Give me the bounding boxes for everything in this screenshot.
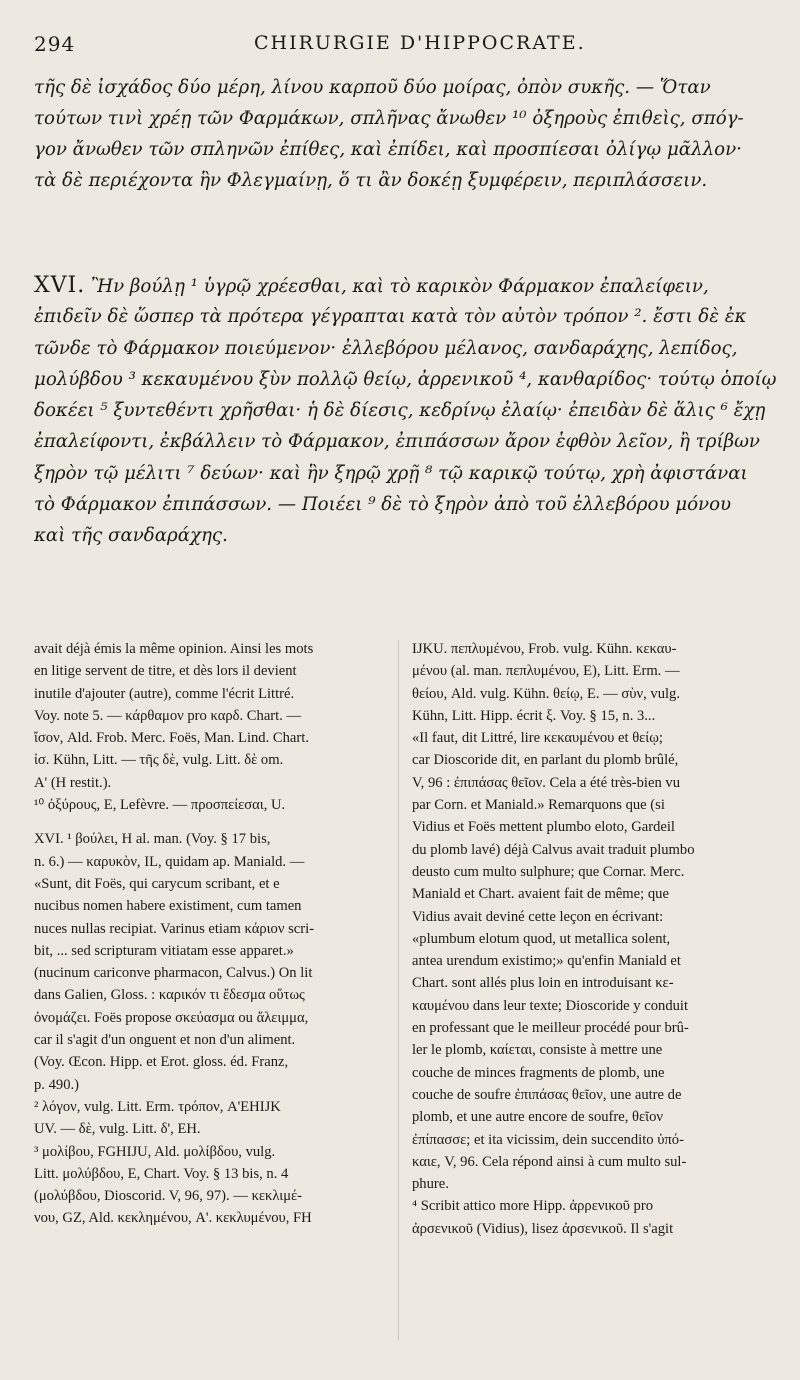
footnote-line: V, 96 : ἐπιπάσας θεῖον. Cela a été très-bien vu: [412, 774, 680, 791]
footnote-line: Kühn, Litt. Hipp. écrit ξ. Voy. § 15, n. 3...: [412, 707, 656, 724]
footnote-line: [34, 816, 386, 828]
footnote-line: p. 490.): [34, 1076, 79, 1093]
footnote-line: ὀνομάζει. Foës propose σκεύασμα ou ἄλειμμα,: [34, 1009, 309, 1026]
footnote-line: ler le plomb, καίεται, consiste à mettre une: [412, 1042, 663, 1059]
footnote-line: en litige servent de titre, et dès lors il devient: [34, 663, 297, 680]
footnote-line: en professant que le meilleur procédé pour brû-: [412, 1020, 689, 1037]
footnote-line: plomb, et une autre encore de soufre, θεῖον: [412, 1109, 663, 1126]
section-number: XVI.: [34, 273, 86, 298]
footnote-line: car il s'agit d'un onguent et non d'un aliment.: [34, 1032, 296, 1049]
footnote-line: Vidius avait deviné cette leçon en écrivant:: [412, 908, 664, 925]
footnote-line: nucibus nomen habere existiment, cum tamen: [34, 898, 302, 915]
footnote-line: inutile d'ajouter (autre), comme l'écrit Littré.: [34, 685, 295, 702]
column-divider: [398, 640, 399, 1340]
footnote-line: θείου, Ald. vulg. Kühn. θείῳ, E. — σὺν, vulg.: [412, 685, 681, 702]
text-line: τὰ δὲ περιέχοντα ἣν Φλεγμαίνῃ, ὅ τι ἂν δοκέῃ ξυμφέρειν, περιπλάσσειν.: [34, 170, 708, 191]
footnote-line: du plomb lavé) déjà Calvus avait traduit plumbo: [412, 841, 695, 858]
text-line: ἐπαλείφοντι, ἐκβάλλειν τὸ Φάρμακον, ἐπιπάσσων ἄρον ἑφθὸν λεῖον, ἢ τρίβων: [34, 431, 760, 453]
greek-text-continuation: [34, 72, 770, 196]
footnote-line: καιε, V, 96. Cela répond ainsi à cum multo sul-: [412, 1153, 687, 1170]
footnote-line: antea urendum existimo;» qu'enfin Maniald et: [412, 953, 681, 970]
text-line: τῆς δὲ ἰσχάδος δύο μέρη, λίνου καρποῦ δύο μοίρας, ὀπὸν συκῆς. — Ὅταν: [34, 77, 711, 98]
footnote-line: XVI. ¹ βούλει, H al. man. (Voy. § 17 bis,: [34, 831, 271, 848]
footnote-line: καυμένου dans leur texte; Dioscoride y conduit: [412, 997, 689, 1014]
footnote-line: UV. — δὲ, vulg. Litt. δ', EH.: [34, 1121, 201, 1138]
footnote-line: dans Galien, Gloss. : καρικόν τι ἔδεσμα οὕτως: [34, 987, 305, 1004]
footnote-line: (nucinum cariconve pharmacon, Calvus.) On lit: [34, 965, 313, 982]
footnote-line: ¹⁰ ὀξύρους, E, Lefèvre. — προσπείεσαι, U.: [34, 797, 286, 814]
footnote-line: ἐπίπασσε; et ita vicissim, dein succendito ὑπό-: [412, 1131, 684, 1148]
footnote-line: «Il faut, dit Littré, lire κεκαυμένου et θείῳ;: [412, 730, 663, 747]
footnotes-right-column: [412, 638, 782, 1240]
running-header: [34, 30, 766, 60]
footnote-line: ἴσον, Ald. Frob. Merc. Foës, Man. Lind. Chart.: [34, 730, 309, 747]
footnote-line: Maniald et Chart. avaient fait de même; que: [412, 886, 669, 903]
text-line: τὸ Φάρμακον ἐπιπάσσων. — Ποιέει ⁹ δὲ τὸ ξηρὸν ἀπὸ τοῦ ἐλλεβόρου μόνου: [34, 494, 732, 516]
text-line: ξηρὸν τῷ μέλιτι ⁷ δεύων· καὶ ἣν ξηρῷ χρῇ ⁸ τῷ καρικῷ τούτῳ, χρὴ ἀφιστάναι: [34, 462, 748, 484]
text-line: ἐπιδεῖν δὲ ὥσπερ τὰ πρότερα γέγραπται κατὰ τὸν αὐτὸν τρόπον ². ἔστι δὲ ἐκ: [34, 306, 747, 328]
footnote-line: car Dioscoride dit, en parlant du plomb brûlé,: [412, 752, 679, 769]
text-line: τῶνδε τὸ Φάρμακον ποιεύμενον· ἐλλεβόρου μέλανος, σανδαράχης, λεπίδος,: [34, 337, 738, 359]
footnote-line: deusto cum multo sulphure; que Cornar. Merc.: [412, 863, 685, 880]
text-line: γον ἄνωθεν τῶν σπληνῶν ἐπίθες, καὶ ἐπίδει, καὶ προσπίεσαι ὀλίγῳ μᾶλλον·: [34, 139, 742, 160]
footnote-line: nuces nullas recipiat. Varinus etiam κάριον scri-: [34, 920, 315, 937]
section-first-line: [34, 270, 770, 301]
footnote-line: avait déjà émis la même opinion. Ainsi les mots: [34, 641, 314, 657]
running-title: CHIRURGIE D'HIPPOCRATE.: [254, 32, 586, 54]
footnote-line: par Corn. et Maniald.» Remarquons que (si: [412, 797, 665, 814]
footnote-line: νου, GZ, Ald. κεκλημένου, A'. κεκλυμένου, FH: [34, 1210, 312, 1227]
footnote-line: (μολύβδου, Dioscorid. V, 96, 97). — κεκλιμέ-: [34, 1188, 303, 1205]
footnotes-left-column: [34, 638, 386, 1230]
footnote-line: ² λόγον, vulg. Litt. Erm. τρόπον, A'EHIJK: [34, 1098, 281, 1115]
footnote-line: bit, ... sed scripturam vitiatam esse apparet.»: [34, 942, 294, 959]
footnote-line: «plumbum elotum quod, ut metallica solent,: [412, 930, 671, 947]
text-line: μολύβδου ³ κεκαυμένου ξὺν πολλῷ θείῳ, ἀρρενικοῦ ⁴, κανθαρίδος· τούτῳ ὁποίῳ: [34, 368, 777, 390]
footnote-line: n. 6.) — καρυκὸν, IL, quidam ap. Maniald. —: [34, 853, 305, 870]
footnote-line: IJKU. πεπλυμένου, Frob. vulg. Kühn. κεκαυ-: [412, 641, 677, 657]
footnote-line: A' (H restit.).: [34, 774, 112, 791]
page-number: 294: [34, 32, 76, 56]
footnote-line: (Voy. Œcon. Hipp. et Erot. gloss. éd. Franz,: [34, 1054, 289, 1071]
footnote-line: ³ μολίβου, FGHIJU, Ald. μολίβδου, vulg.: [34, 1143, 276, 1160]
footnote-line: ἀρσενικοῦ (Vidius), lisez ἀρσενικοῦ. Il s'agit: [412, 1220, 674, 1237]
footnote-line: Chart. sont allés plus loin en introduisant κε-: [412, 975, 674, 992]
footnote-line: phure.: [412, 1176, 449, 1193]
text-line: δοκέει ⁵ ξυντεθέντι χρῆσθαι· ἡ δὲ δίεσις, κεδρίνῳ ἐλαίῳ· ἐπειδὰν δὲ ἅλις ⁶ ἔχῃ: [34, 400, 766, 422]
section-xvi: [34, 270, 777, 552]
text-line: Ἢν βούλῃ ¹ ὑγρῷ χρέεσθαι, καὶ τὸ καρικὸν Φάρμακον ἐπαλείφειν,: [91, 276, 709, 297]
footnote-line: Voy. note 5. — κάρθαμον pro καρδ. Chart. —: [34, 707, 302, 724]
footnote-line: μένου (al. man. πεπλυμένου, E), Litt. Erm. —: [412, 663, 680, 680]
footnote-line: Vidius et Foës mettent plumbo eloto, Gardeil: [412, 819, 675, 836]
footnote-line: couche de minces fragments de plomb, une: [412, 1064, 665, 1081]
footnote-line: «Sunt, dit Foës, qui carycum scribant, et e: [34, 875, 280, 892]
footnote-line: ἰσ. Kühn, Litt. — τῆς δὲ, vulg. Litt. δὲ om.: [34, 752, 284, 769]
text-line: τούτων τινὶ χρέῃ τῶν Φαρμάκων, σπλῆνας ἄνωθεν ¹⁰ ὀξηροὺς ἐπιθεὶς, σπόγ-: [34, 108, 744, 129]
footnote-line: couche de soufre ἐπιπάσας θεῖον, une autre de: [412, 1086, 682, 1103]
footnote-line: Litt. μολύβδου, E, Chart. Voy. § 13 bis, n. 4: [34, 1165, 289, 1182]
footnote-line: ⁴ Scribit attico more Hipp. ἀρρενικοῦ pro: [412, 1198, 654, 1215]
text-line: καὶ τῆς σανδαράχης.: [34, 525, 228, 547]
